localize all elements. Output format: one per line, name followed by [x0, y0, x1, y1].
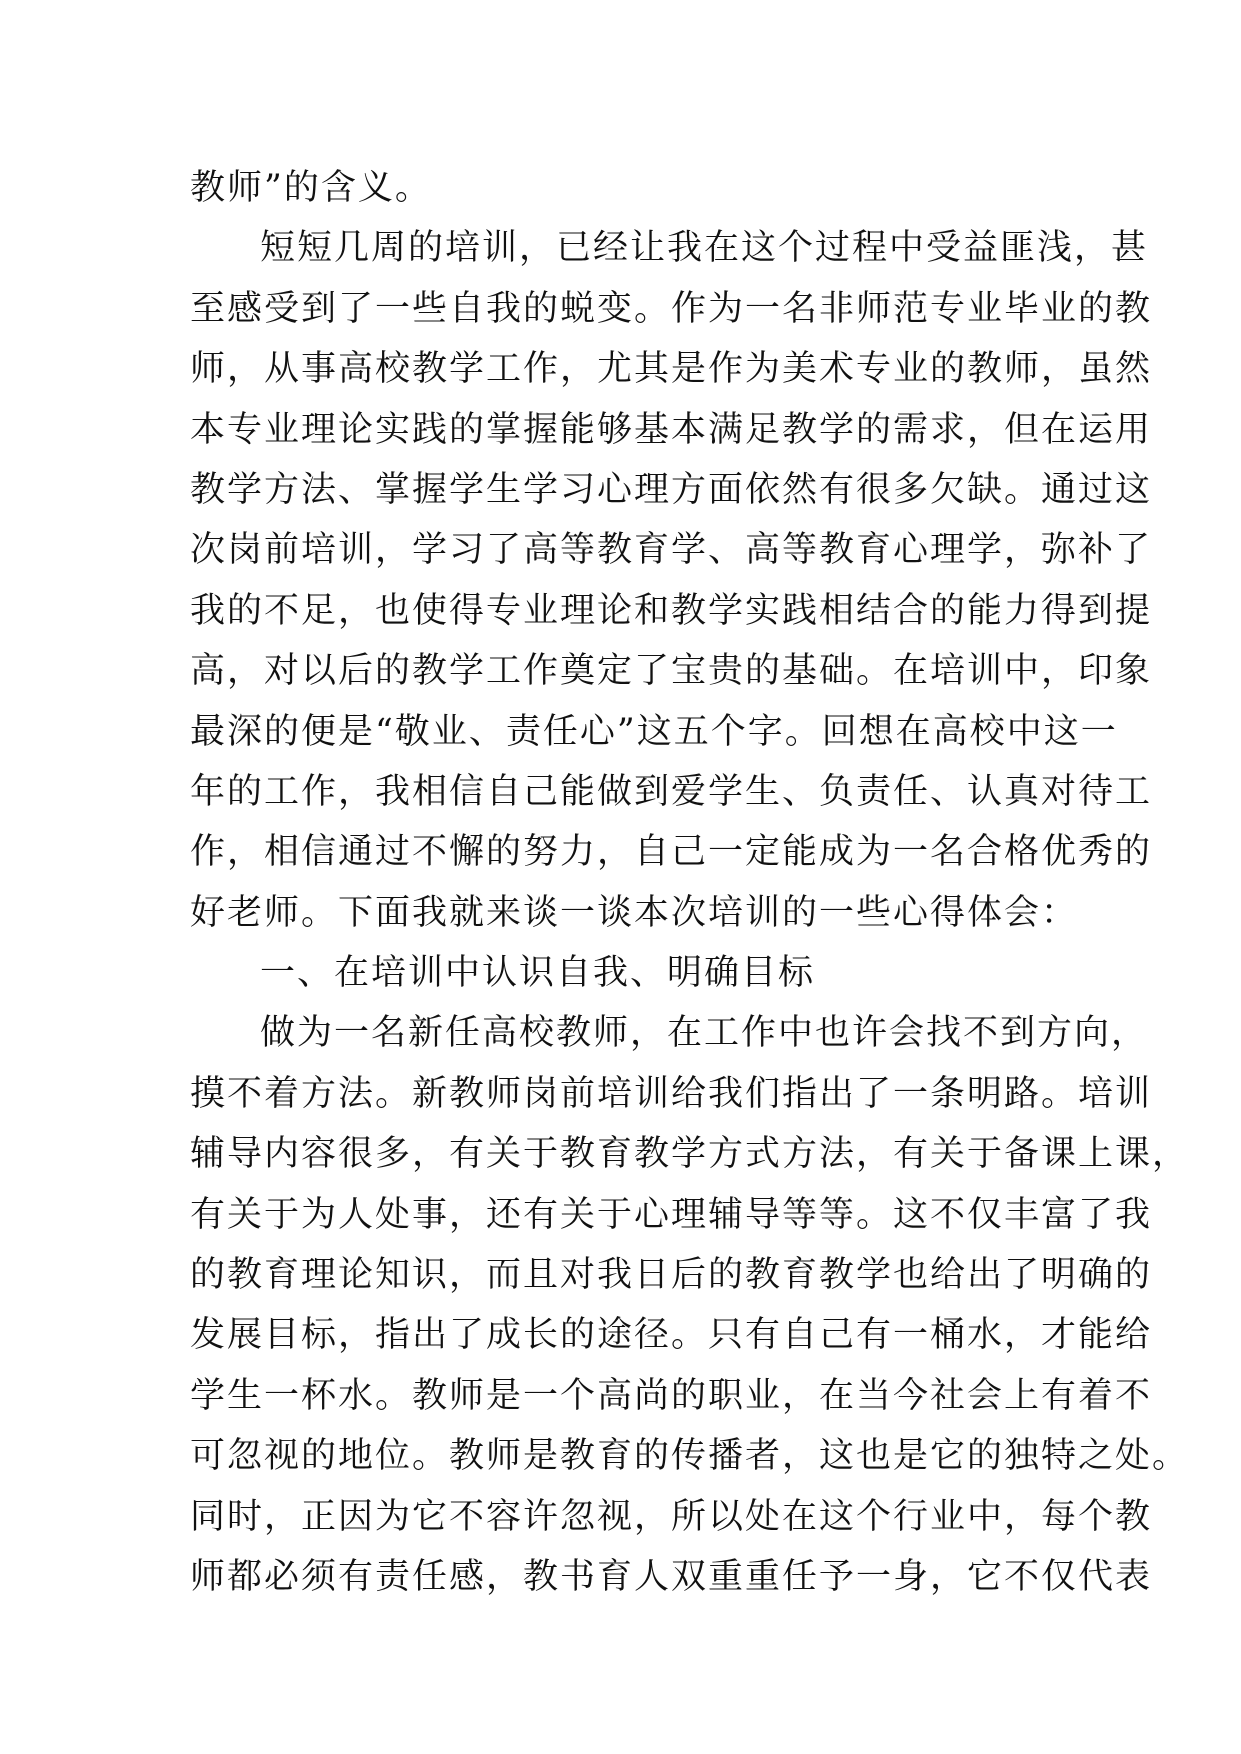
- text-line: 年的工作，我相信自己能做到爱学生、负责任、认真对待工: [190, 771, 1153, 812]
- text-line: 本专业理论实践的掌握能够基本满足教学的需求，但在运用: [190, 409, 1153, 450]
- text-line: 作，相信通过不懈的努力，自己一定能成为一名合格优秀的: [190, 832, 1153, 873]
- text-line: 教师”的含义。: [190, 168, 432, 208]
- paragraph-start-line: 短短几周的培训，已经让我在这个过程中受益匪浅，甚: [260, 228, 1149, 269]
- text-line: 同时，正因为它不容许忽视，所以处在这个行业中，每个教: [190, 1496, 1153, 1537]
- text-line: 学生一杯水。教师是一个高尚的职业，在当今社会上有着不: [190, 1375, 1153, 1416]
- document-body: [190, 158, 1190, 1607]
- text-line: 摸不着方法。新教师岗前培训给我们指出了一条明路。培训: [190, 1073, 1153, 1114]
- text-line: 师都必须有责任感，教书育人双重重任予一身，它不仅代表: [190, 1556, 1153, 1597]
- text-line: 可忽视的地位。教师是教育的传播者，这也是它的独特之处。: [190, 1436, 1190, 1477]
- text-line: 教学方法、掌握学生学习心理方面依然有很多欠缺。通过这: [190, 469, 1153, 510]
- text-line: 我的不足，也使得专业理论和教学实践相结合的能力得到提: [190, 590, 1153, 631]
- text-line: 的教育理论知识，而且对我日后的教育教学也给出了明确的: [190, 1255, 1153, 1296]
- text-line: 次岗前培训，学习了高等教育学、高等教育心理学，弥补了: [190, 530, 1153, 571]
- text-line: 有关于为人处事，还有关于心理辅导等等。这不仅丰富了我: [190, 1194, 1153, 1235]
- text-line: 好老师。下面我就来谈一谈本次培训的一些心得体会：: [190, 892, 1079, 933]
- section-heading: 一、在培训中认识自我、明确目标: [260, 953, 816, 994]
- paragraph-start-line: 做为一名新任高校教师，在工作中也许会找不到方向，: [260, 1013, 1149, 1054]
- text-line: 辅导内容很多，有关于教育教学方式方法，有关于备课上课，: [190, 1134, 1190, 1175]
- text-line: 高，对以后的教学工作奠定了宝贵的基础。在培训中，印象: [190, 651, 1153, 692]
- text-line: 师，从事高校教学工作，尤其是作为美术专业的教师，虽然: [190, 349, 1153, 390]
- text-line: 最深的便是“敬业、责任心”这五个字。回想在高校中这一: [190, 711, 1118, 752]
- text-line: 发展目标，指出了成长的途径。只有自己有一桶水，才能给: [190, 1315, 1153, 1356]
- text-line: 至感受到了一些自我的蜕变。作为一名非师范专业毕业的教: [190, 288, 1153, 329]
